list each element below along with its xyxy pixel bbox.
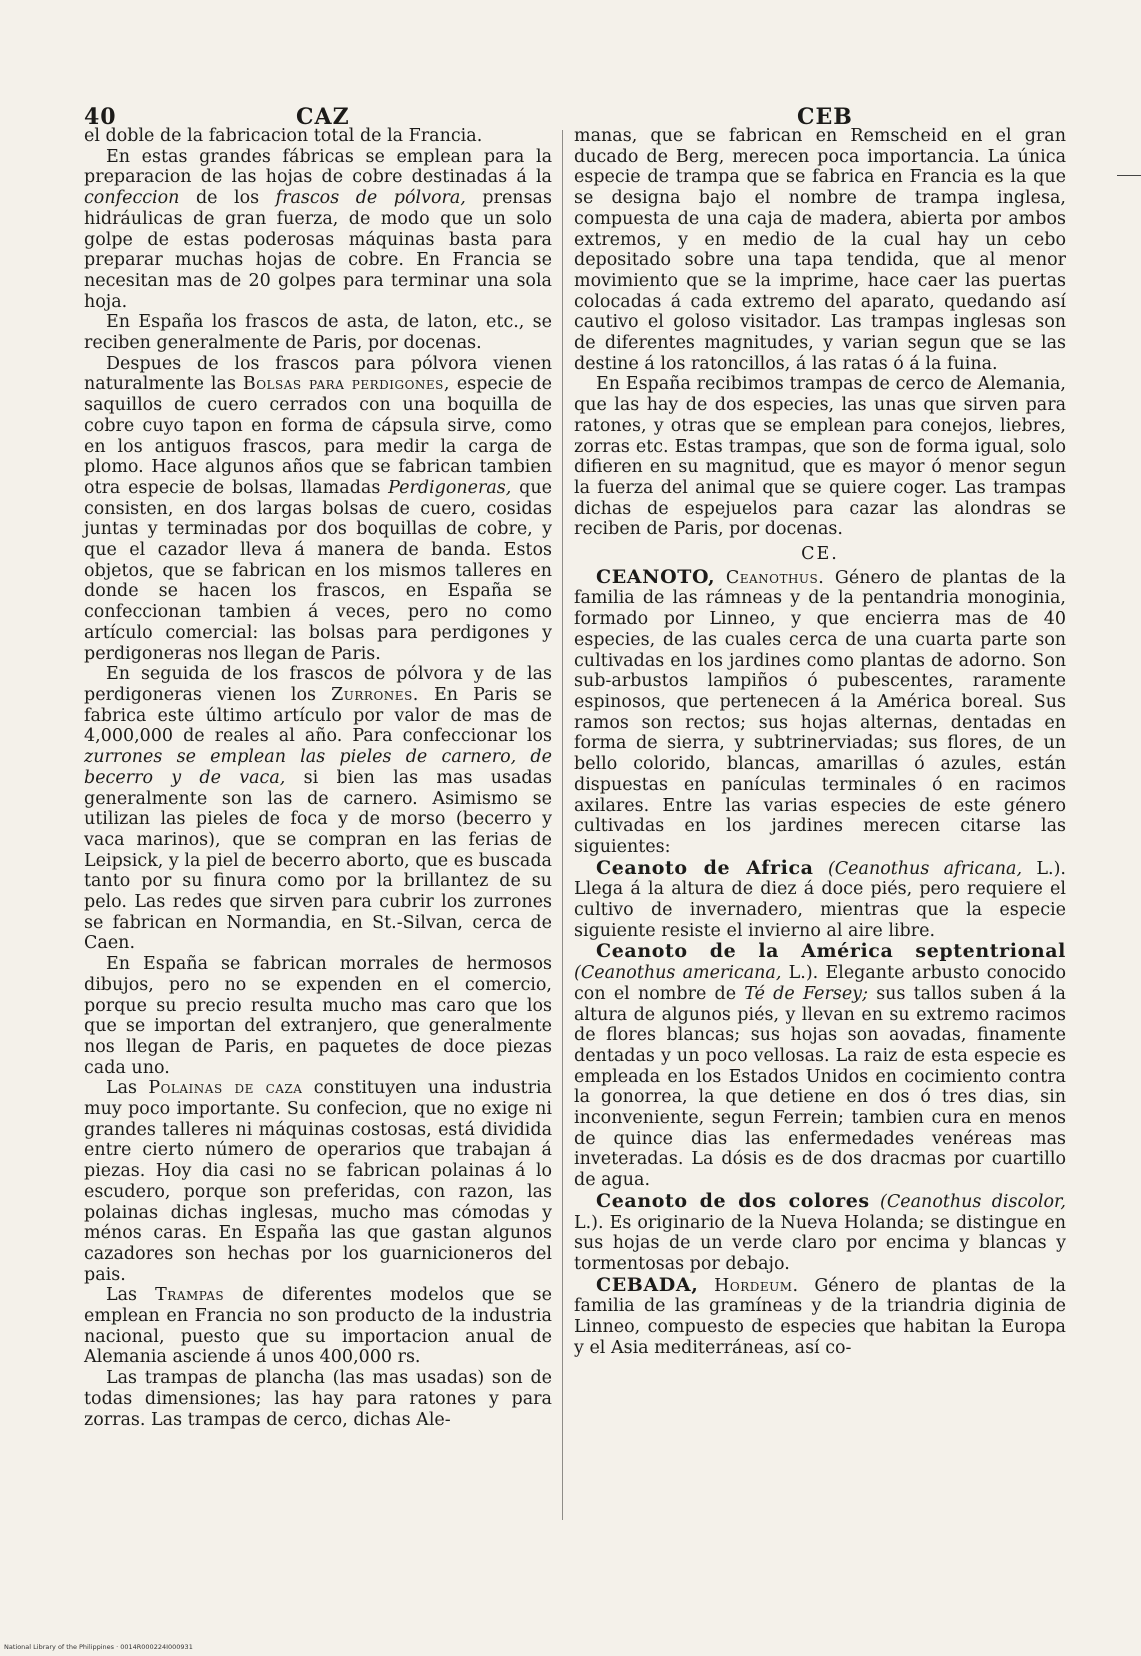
- left-running-head: CAZ: [296, 104, 350, 130]
- entry-cebada: CEBADA, Hordeum. Género de plantas de la familia de las gramíneas y de la triandria diginia de Linneo, compuesto de especies que habitan la Europa y el Asia mediterráneas, así co-: [574, 1273, 1066, 1358]
- entry-ceanoto-africa: Ceanoto de Africa (Ceanothus africana, L.). Llega á la altura de diez á doce piés, pero requiere el cultivo de invernadero, mientras que la especie siguiente resiste el invierno al aire libre.: [574, 856, 1066, 941]
- paragraph: Despues de los frascos para pólvora vienen naturalmente las Bolsas para perdigones, especie de saquillos de cuero cerrados con una boquilla de cobre cuyo tapon en forma de cápsula sirve, como en los antiguos frascos, para medir la carga de plomo. Hace algunos años que se fabrican tambien otra especie de bolsas, llamadas Perdigoneras, que consisten, en dos largas bolsas de cuero, cosidas juntas y terminadas por dos boquillas de cobre, y que el cazador lleva á manera de banda. Estos objetos, que se fabrican en los mismos talleres en donde se hacen los frascos, en España se confeccionan tambien á veces, pero no como artículo comercial: las bolsas para perdigones y perdigoneras nos llegan de Paris.: [84, 353, 552, 664]
- paragraph: Las Polainas de caza constituyen una industria muy poco importante. Su confecion, que no exige ni grandes talleres ni máquinas costosas, está dividida entre cierto número de operarios que trabajan á piezas. Hoy dia casi no se fabrican polainas á lo escudero, porque son preferidas, con razon, las polainas dichas inglesas, mucho mas cómodas y ménos caras. En España las que gastan algunos cazadores son hechas por los guarnicioneros del pais.: [84, 1078, 552, 1285]
- entry-ceanoto-colores: Ceanoto de dos colores (Ceanothus discolor, L.). Es originario de la Nueva Holanda; se distingue en sus hojas de un verde claro por encima y blancas y tormentosas por debajo.: [574, 1189, 1066, 1274]
- column-divider: [562, 130, 563, 1520]
- paragraph: Las trampas de plancha (las mas usadas) son de todas dimensiones; las hay para ratones y para zorras. Las trampas de cerco, dichas Ale-: [84, 1368, 552, 1430]
- right-column: [574, 126, 1066, 1358]
- right-running-head: CEB: [797, 104, 853, 130]
- paragraph: En España se fabrican morrales de hermosos dibujos, pero no se expenden en el comercio, porque su precio resulta mucho mas caro que los que se importan del extranjero, que generalmente nos llegan de Paris, en paquetes de doce piezas cada uno.: [84, 954, 552, 1078]
- paragraph: Las Trampas de diferentes modelos que se emplean en Francia no son producto de la industria nacional, puesto que su importacion anual de Alemania asciende á unos 400,000 rs.: [84, 1285, 552, 1368]
- paragraph: En España los frascos de asta, de laton, etc., se reciben generalmente de Paris, por docenas.: [84, 312, 552, 354]
- paragraph: En estas grandes fábricas se emplean para la preparacion de las hojas de cobre destinadas á la confeccion de los frascos de pólvora, prensas hidráulicas de gran fuerza, de modo que un solo golpe de estas poderosas máquinas basta para preparar muchas hojas de cobre. En Francia se necesitan mas de 20 golpes para terminar una sola hoja.: [84, 146, 552, 312]
- archive-footer: National Library of the Philippines · 0014R000224I000931: [4, 1643, 193, 1651]
- left-column: [84, 126, 552, 1430]
- entry-ceanoto-america: Ceanoto de la América septentrional (Ceanothus americana, L.). Elegante arbusto conocido con el nombre de Té de Fersey; sus tallos suben á la altura de algunos piés, y llevan en su extremo racimos de flores blancas; sus hojas son aovadas, finamente dentadas y un poco vellosas. La raiz de esta especie es empleada en los Estados Unidos en cocimiento contra la gonorrea, la que detiene en dos ó tres dias, sin inconveniente, segun Ferrein; tambien cura en menos de quince dias las enfermedades venéreas mas inveteradas. La dósis es de dos dracmas por cuartillo de agua.: [574, 940, 1066, 1191]
- paragraph: En seguida de los frascos de pólvora y de las perdigoneras vienen los Zurrones. En Paris se fabrica este último artículo por valor de mas de 4,000,000 de reales al año. Para confeccionar los zurrones se emplean las pieles de carnero, de becerro y de vaca, si bien las mas usadas generalmente son las de carnero. Asimismo se utilizan las pieles de foca y de morso (becerro y vaca marinos), que se compran en las ferias de Leipsick, y la piel de becerro aborto, que es buscada tanto por su finura como por la brillantez de su pelo. Las redes que sirven para cubrir los zurrones se fabrican en Normandia, en St.-Silvan, cerca de Caen.: [84, 664, 552, 954]
- paragraph: En España recibimos trampas de cerco de Alemania, que las hay de dos especies, las unas que sirven para ratones, y otras que se emplean para conejos, liebres, zorras etc. Estas trampas, que son de forma igual, solo difieren en su magnitud, que es mayor ó menor segun la fuerza del animal que se quiere coger. Las trampas dichas de espejuelos para cazar las alondras se reciben de Paris, por docenas.: [574, 374, 1066, 540]
- margin-mark: [1117, 175, 1141, 176]
- paragraph: el doble de la fabricacion total de la Francia.: [84, 126, 483, 146]
- paragraph: manas, que se fabrican en Remscheid en el gran ducado de Berg, merecen poca importancia. La única especie de trampa que se fabrica en Francia es la que se designa bajo el nombre de trampa inglesa, compuesta de una caja de madera, abierta por ambos extremos, y en medio de la cual hay un cebo depositado sobre una tapa tendida, que al menor movimiento que se la imprime, hace caer las puertas colocadas á cada extremo del aparato, quedando así cautivo el goloso visitador. Las trampas inglesas son de diferentes magnitudes, y varian segun que se las destine á los ratoncillos, á las ratas ó á la fuina.: [574, 126, 1066, 374]
- section-heading: CE.: [801, 544, 839, 565]
- page-number: 40: [84, 104, 117, 130]
- entry-ceanoto: CEANOTO, Ceanothus. Género de plantas de la familia de las rámneas y de la pentandria monoginia, formado por Linneo, y que encierra mas de 40 especies, de las cuales cerca de una cuarta parte son cultivadas en los jardines como plantas de adorno. Son sub-arbustos lampiños ó pubescentes, raramente espinosos, que pertenecen á la América boreal. Sus ramos son rectos; sus hojas alternas, dentadas en forma de sierra, y subtrinerviadas; sus flores, de un bello colorido, blancas, amarillas ó azules, están dispuestas en panículas terminales ó en racimos axilares. Entre las varias especies de este género cultivadas en los jardines merecen citarse las siguientes:: [574, 565, 1066, 857]
